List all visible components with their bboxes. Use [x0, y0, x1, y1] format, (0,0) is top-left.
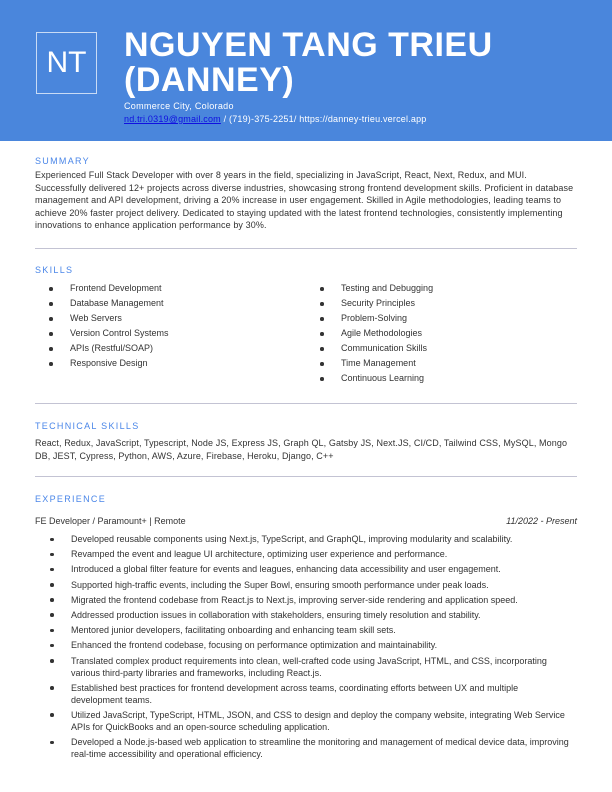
skill-item: Frontend Development	[49, 281, 169, 296]
skill-item: Continuous Learning	[320, 371, 433, 386]
job-bullet: Utilized JavaScript, TypeScript, HTML, JSON, and CSS to design and deploy the company website, integrating Web Service APIs for QuickBooks and an open-source scheduling application.	[50, 709, 570, 733]
job-bullet: Supported high-traffic events, including the Super Bowl, ensuring smooth performance under peak loads.	[50, 579, 570, 591]
job-title: FE Developer / Paramount+ | Remote	[35, 516, 186, 526]
job-bullet: Migrated the frontend codebase from React.js to Next.js, improving server-side rendering and application speed.	[50, 594, 570, 606]
skill-item: Agile Methodologies	[320, 326, 433, 341]
technical-skills-text: React, Redux, JavaScript, Typescript, Node JS, Express JS, Graph QL, Gatsby JS, Next.JS, CI/CD, Tailwind CSS, MySQL, Mongo DB, JEST, Cypress, Python, AWS, Azure, Firebase, Heroku, Django, C++	[35, 438, 568, 461]
skills-list-right	[320, 281, 433, 386]
job-bullet: Developed reusable components using Next.js, TypeScript, and GraphQL, improving modularity and scalability.	[50, 533, 570, 545]
job-bullet: Translated complex product requirements into clean, well-crafted code using JavaScript, HTML, and CSS, incorporating various third-party libraries and frameworks, including React.js.	[50, 655, 570, 679]
job-bullet: Revamped the event and league UI architecture, optimizing user experience and performance.	[50, 548, 570, 560]
job-bullet: Enhanced the frontend codebase, focusing on performance optimization and maintainability.	[50, 639, 570, 651]
skills-heading: SKILLS	[35, 265, 74, 275]
job-bullet: Addressed production issues in collaboration with stakeholders, ensuring timely resolution and stability.	[50, 609, 570, 621]
job-header	[35, 516, 577, 526]
skill-item: Communication Skills	[320, 341, 433, 356]
skill-item: Web Servers	[49, 311, 169, 326]
job-bullet: Introduced a global filter feature for events and leagues, enhancing data accessibility and user engagement.	[50, 563, 570, 575]
job-bullet: Established best practices for frontend development across teams, coordinating efforts between UX and multiple development teams.	[50, 682, 570, 706]
skill-item: Database Management	[49, 296, 169, 311]
divider	[35, 476, 577, 477]
experience-heading: EXPERIENCE	[35, 494, 107, 504]
summary-text: Experienced Full Stack Developer with over 8 years in the field, specializing in JavaScript, React, Next, Redux, and MUI. Successfully delivered 12+ projects across diverse industries, showcasing strong frontend development skills. Proficient in database management and API development, driving a 20% increase in user engagement. Skilled in Agile methodologies, leading teams to achieve 20% faster project delivery. Dedicated to staying updated with the latest frontend technologies, consistently implementing innovations to enhance application performance by 30%.	[35, 170, 574, 230]
contact-line	[124, 114, 427, 124]
skill-item: Testing and Debugging	[320, 281, 433, 296]
skill-item: Time Management	[320, 356, 433, 371]
divider	[35, 403, 577, 404]
skill-item: Version Control Systems	[49, 326, 169, 341]
job-dates: 11/2022 - Present	[506, 516, 577, 526]
phone-and-website: / (719)-375-2251/ https://danney-trieu.vercel.app	[220, 114, 427, 124]
monogram-logo: NT	[36, 32, 97, 94]
divider	[35, 248, 577, 249]
location: Commerce City, Colorado	[124, 101, 234, 111]
skill-item: APIs (Restful/SOAP)	[49, 341, 169, 356]
skill-item: Responsive Design	[49, 356, 169, 371]
summary-heading: SUMMARY	[35, 156, 90, 166]
job-bullets	[50, 533, 570, 763]
resume-header	[0, 0, 612, 141]
candidate-name: NGUYEN TANG TRIEU (DANNEY)	[124, 26, 493, 99]
job-bullet: Developed a Node.js-based web application to streamline the monitoring and management of medical device data, improving real-time accessibility and operational efficiency.	[50, 736, 570, 760]
skill-item: Security Principles	[320, 296, 433, 311]
skills-list-left	[49, 281, 169, 371]
skill-item: Problem-Solving	[320, 311, 433, 326]
email-link[interactable]: nd.tri.0319@gmail.com	[124, 114, 221, 124]
technical-skills-heading: TECHNICAL SKILLS	[35, 421, 140, 431]
job-bullet: Mentored junior developers, facilitating onboarding and enhancing team skill sets.	[50, 624, 570, 636]
